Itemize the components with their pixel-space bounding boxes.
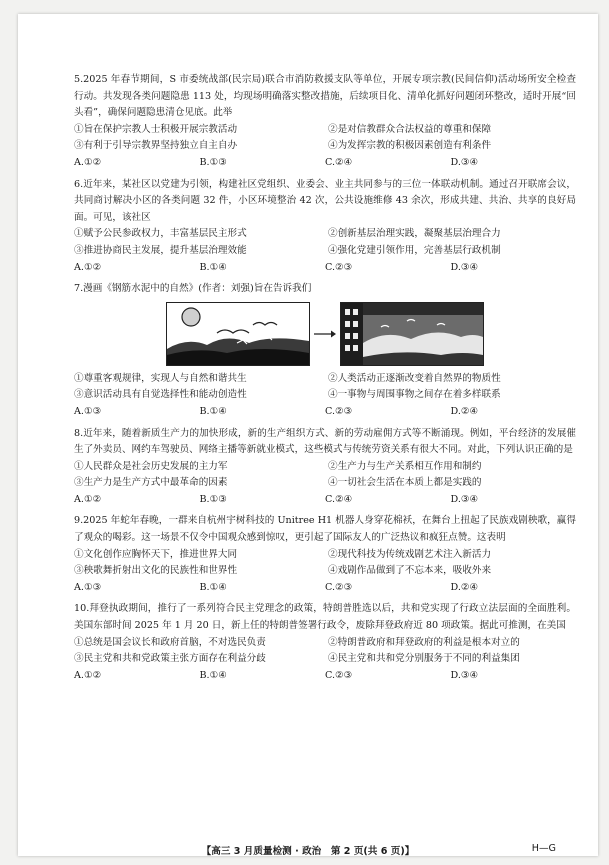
question-10-choices: [74, 668, 576, 685]
question-9-options: [74, 547, 576, 580]
footer-page-info: 【高三 3 月质量检测 · 政治 第 2 页(共 6 页)】: [201, 846, 415, 857]
question-5-options: [74, 122, 576, 155]
comic-panel-left: [166, 302, 310, 366]
question-10-stem: 10.拜登执政期间，推行了一系列符合民主党理念的政策，特朗普胜选以后，共和党实现了行政立法层面的全面胜利。美国东部时间 2025 年 1 月 20 日，新上任的特朗普签署行政令，废除拜登政府近 80 项政策。据此可推测，在美国: [74, 603, 576, 632]
question-8-choices: [74, 492, 576, 509]
question-10-option-4: ④民主党和共和党分别服务于不同的利益集团: [328, 653, 520, 665]
question-9-stem: 9.2025 年蛇年春晚，一群来自杭州宇树科技的 Unitree H1 机器人身穿花棉袄，在舞台上扭起了民族戏剧秧歌，赢得了观众的喝彩。这一场景不仅令中国观众感到惊叹，更引起了国际友人的广泛热议和疯狂点赞。这表明: [74, 515, 576, 544]
exam-page: [18, 14, 598, 856]
comic-illustration: [74, 300, 576, 368]
question-8-option-1: ①人民群众是社会历史发展的主力军: [74, 460, 228, 472]
question-8-option-3: ③生产力是生产方式中最革命的因素: [74, 477, 228, 489]
comic-panel-right: [340, 302, 484, 366]
question-10-option-2: ②特朗普政府和拜登政府的利益是根本对立的: [328, 636, 520, 648]
question-7-choice-b: B.①④: [199, 405, 227, 417]
question-5-choice-b: B.①③: [199, 156, 227, 168]
question-10-choice-a: A.①②: [74, 669, 102, 681]
question-5-option-2: ②是对信教群众合法权益的尊重和保障: [328, 123, 492, 135]
question-7-choice-c: C.②③: [325, 405, 353, 417]
question-7-option-1: ①尊重客观规律，实现人与自然和谐共生: [74, 372, 247, 384]
question-5-choice-d: D.③④: [450, 156, 479, 168]
question-7-stem: 7.漫画《钢筋水泥中的自然》(作者：刘强)旨在告诉我们: [74, 283, 312, 295]
question-6-choice-a: A.①②: [74, 261, 102, 273]
question-9-option-2: ②现代科技为传统戏剧艺术注入新活力: [328, 548, 492, 560]
question-5-option-3: ③有利于引导宗教界坚持独立自主自办: [74, 140, 238, 152]
question-8-choice-a: A.①②: [74, 493, 102, 505]
page-content: [74, 72, 576, 689]
question-6-choice-d: D.③④: [450, 261, 479, 273]
question-8-option-2: ②生产力与生产关系相互作用和制约: [328, 460, 482, 472]
question-7-options: [74, 371, 576, 404]
question-9-option-3: ③秧歌舞折射出文化的民族性和世界性: [74, 565, 238, 577]
question-6-stem: 6.近年来，某社区以党建为引领，构建社区党组织、业委会、业主共同参与的三位一体联动机制。通过召开联席会议，共同商讨解决小区的各类问题 32 件，小区环境整治 42 次，公共设施维修 43 余次，形成共建、共治、共享的良好局面。可见，该社区: [74, 178, 576, 223]
question-8-stem: 8.近年来，随着新质生产力的加快形成，新的生产组织方式、新的劳动雇佣方式等不断涌现。例如，平台经济的发展催生了外卖员、网约车驾驶员、网络主播等新就业模式，这些模式与传统劳资关系有很大不同。对此，下列认识正确的是: [74, 427, 576, 456]
nature-scene-image: [167, 303, 309, 365]
question-7-option-4: ④一事物与周围事物之间存在着多样联系: [328, 389, 501, 401]
question-8-option-4: ④一切社会生活在本质上都是实践的: [328, 477, 482, 489]
question-6-choice-b: B.①④: [199, 261, 227, 273]
question-9-choice-c: C.②③: [325, 581, 353, 593]
question-5-choice-c: C.②④: [325, 156, 353, 168]
question-6-option-4: ④强化党建引领作用，完善基层行政机制: [328, 244, 501, 256]
question-8-options: [74, 459, 576, 492]
question-9-option-4: ④戏剧作品做到了不忘本来，吸收外来: [328, 565, 492, 577]
question-8-choice-b: B.①③: [199, 493, 227, 505]
question-5-option-1: ①旨在保护宗教人士积极开展宗教活动: [74, 123, 238, 135]
question-5-choices: [74, 155, 576, 172]
arrow-icon: [310, 329, 340, 339]
question-6-options: [74, 226, 576, 259]
question-10-choice-b: B.①④: [199, 669, 227, 681]
question-9-option-1: ①文化创作应胸怀天下，推进世界大同: [74, 548, 238, 560]
question-7-option-3: ③意识活动具有自觉选择性和能动创造性: [74, 389, 247, 401]
question-6-option-1: ①赋予公民参政权力，丰富基层民主形式: [74, 228, 247, 240]
question-7-choice-a: A.①③: [74, 405, 102, 417]
question-10-options: [74, 635, 576, 668]
question-6-option-2: ②创新基层治理实践，凝聚基层治理合力: [328, 228, 501, 240]
question-9-choice-b: B.①④: [199, 581, 227, 593]
concrete-building-image: [341, 303, 483, 365]
question-10-choice-c: C.②③: [325, 669, 353, 681]
question-7-option-2: ②人类活动正逐渐改变着自然界的物质性: [328, 372, 501, 384]
question-10-option-3: ③民主党和共和党政策主张方面存在利益分歧: [74, 653, 266, 665]
question-6-choices: [74, 260, 576, 277]
question-9-choices: [74, 580, 576, 597]
question-7-choice-d: D.②④: [450, 405, 479, 417]
question-8-choice-c: C.②④: [325, 493, 353, 505]
question-8-choice-d: D.③④: [450, 493, 479, 505]
question-5-option-4: ④为发挥宗教的积极因素创造有利条件: [328, 140, 492, 152]
question-10-option-1: ①总统是国会议长和政府首脑，不对选民负责: [74, 636, 266, 648]
footer-code: H—G: [531, 843, 556, 854]
question-9-choice-a: A.①③: [74, 581, 102, 593]
page-footer: [18, 843, 598, 857]
question-6-choice-c: C.②③: [325, 261, 353, 273]
question-5-choice-a: A.①②: [74, 156, 102, 168]
question-6-option-3: ③推进协商民主发展，提升基层治理效能: [74, 244, 247, 256]
question-7-choices: [74, 404, 576, 421]
question-10-choice-d: D.③④: [450, 669, 479, 681]
question-5-stem: 5.2025 年春节期间，S 市委统战部(民宗局)联合市消防救援支队等单位，开展专项宗教(民间信仰)活动场所安全检查行动。共发现各类问题隐患 113 处，均现场明确落实整改措施，后续项目化、清单化抓好问题闭环整改，适时开展“回头看”，确保问题隐患清仓见底。此举: [74, 74, 576, 119]
question-9-choice-d: D.②④: [450, 581, 479, 593]
